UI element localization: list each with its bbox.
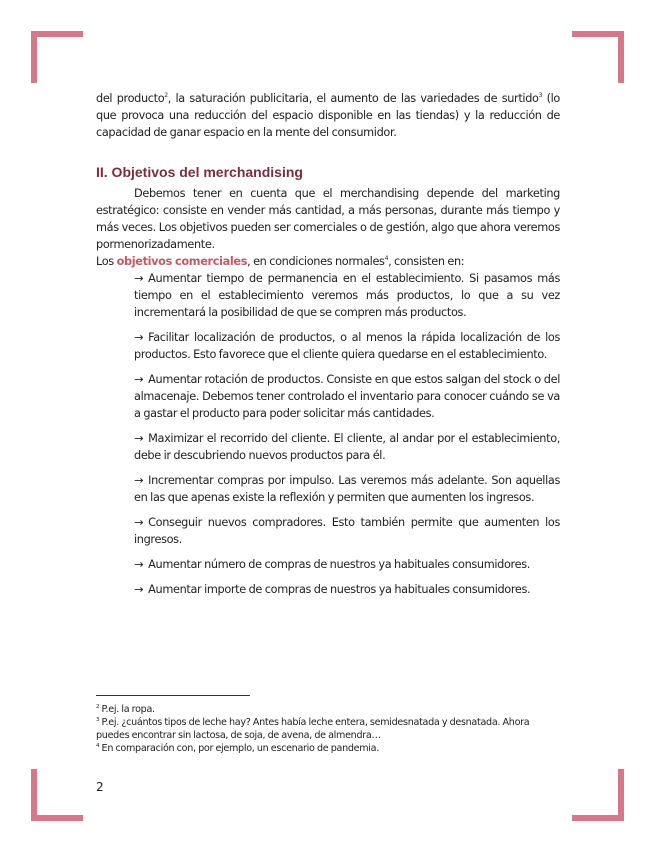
- list-item: [134, 329, 560, 363]
- footnote: [96, 742, 560, 755]
- lead-text: , consisten en:: [388, 255, 465, 268]
- section-heading: II. Objetivos del merchandising: [96, 164, 303, 180]
- list-item-text: Aumentar tiempo de permanencia en el establecimiento. Si pasamos más tiempo en el establecimiento veremos más productos, lo que a su vez incrementará la posibilidad de que se compren más productos.: [134, 272, 560, 319]
- arrow-icon: →: [134, 432, 144, 445]
- footnote-ref[interactable]: 4: [384, 255, 389, 263]
- list-item-text: Incrementar compras por impulso. Las veremos más adelante. Son aquellas en las que apenas existe la reflexión y permiten que aumenten los ingresos.: [134, 474, 560, 504]
- page-number: 2: [96, 780, 104, 794]
- list-item: [134, 371, 560, 422]
- highlight-term: objetivos comerciales: [116, 255, 248, 268]
- list-item: [134, 270, 560, 321]
- list-item-text: Aumentar número de compras de nuestros ya habituales consumidores.: [148, 558, 530, 571]
- objectives-lead: [96, 253, 560, 270]
- footnote-divider: [96, 695, 250, 696]
- list-item-text: Facilitar localización de productos, o al menos la rápida localización de los productos. Esto favorece que el cliente quiera quedarse en el establecimiento.: [134, 331, 560, 361]
- lead-text: , en condiciones normales: [247, 255, 385, 268]
- footnote-ref[interactable]: 2: [164, 92, 168, 100]
- footnote-mark: 4: [96, 742, 100, 749]
- corner-bracket-icon: [572, 31, 624, 83]
- corner-bracket-icon: [31, 769, 83, 821]
- list-item-text: Aumentar importe de compras de nuestros ya habituales consumidores.: [148, 583, 531, 596]
- footnote-text: En comparación con, por ejemplo, un escenario de pandemia.: [99, 743, 379, 754]
- footnote-text: P.ej. la ropa.: [99, 704, 155, 715]
- arrow-icon: →: [134, 583, 144, 596]
- footnote-text: P.ej. ¿cuántos tipos de leche hay? Antes había leche entera, semidesnatada y desnatada. Ahora puedes encontrar sin lactosa, de soja, de avena, de almendra…: [96, 717, 530, 741]
- objectives-list: [134, 270, 560, 598]
- list-item: [134, 514, 560, 548]
- list-item-text: Maximizar el recorrido del cliente. El cliente, al andar por el establecimiento, debe ir descubriendo nuevos productos para él.: [134, 432, 560, 462]
- footnote: [96, 716, 560, 742]
- arrow-icon: →: [134, 373, 144, 386]
- corner-bracket-icon: [31, 31, 83, 83]
- corner-bracket-icon: [572, 769, 624, 821]
- list-item: [134, 556, 560, 573]
- lead-text: Los: [96, 255, 117, 268]
- intro-text: del producto: [96, 92, 165, 105]
- intro-text: (lo que provoca una reducción del espacio disponible en las tiendas) y la reducción de capacidad de ganar espacio en la mente del consumidor.: [96, 92, 560, 139]
- footnote-mark: 3: [96, 716, 100, 723]
- list-item-text: Conseguir nuevos compradores. Esto también permite que aumenten los ingresos.: [134, 516, 560, 546]
- intro-text: , la saturación publicitaria, el aumento de las variedades de surtido: [167, 92, 539, 105]
- footnote-mark: 2: [96, 703, 100, 710]
- list-item: [134, 430, 560, 464]
- page-body: [96, 90, 560, 606]
- footnotes: [96, 703, 560, 755]
- arrow-icon: →: [134, 272, 144, 285]
- arrow-icon: →: [134, 474, 144, 487]
- arrow-icon: →: [134, 558, 144, 571]
- arrow-icon: →: [134, 516, 144, 529]
- intro-paragraph: [96, 90, 560, 141]
- section-paragraph: Debemos tener en cuenta que el merchandising depende del marketing estratégico: consiste en vender más cantidad, a más personas, durante más tiempo y más veces. Los objetivos pueden ser comerciales o de gestión, algo que ahora veremos pormenorizadamente.: [96, 187, 560, 251]
- arrow-icon: →: [134, 331, 144, 344]
- list-item-text: Aumentar rotación de productos. Consiste en que estos salgan del stock o del almacenaje. Debemos tener controlado el inventario para conocer cuándo se va a gastar el producto para poder solicitar más cantidades.: [134, 373, 560, 420]
- list-item: [134, 472, 560, 506]
- list-item: [134, 581, 560, 598]
- footnote-ref[interactable]: 3: [538, 92, 543, 100]
- footnote: [96, 703, 560, 716]
